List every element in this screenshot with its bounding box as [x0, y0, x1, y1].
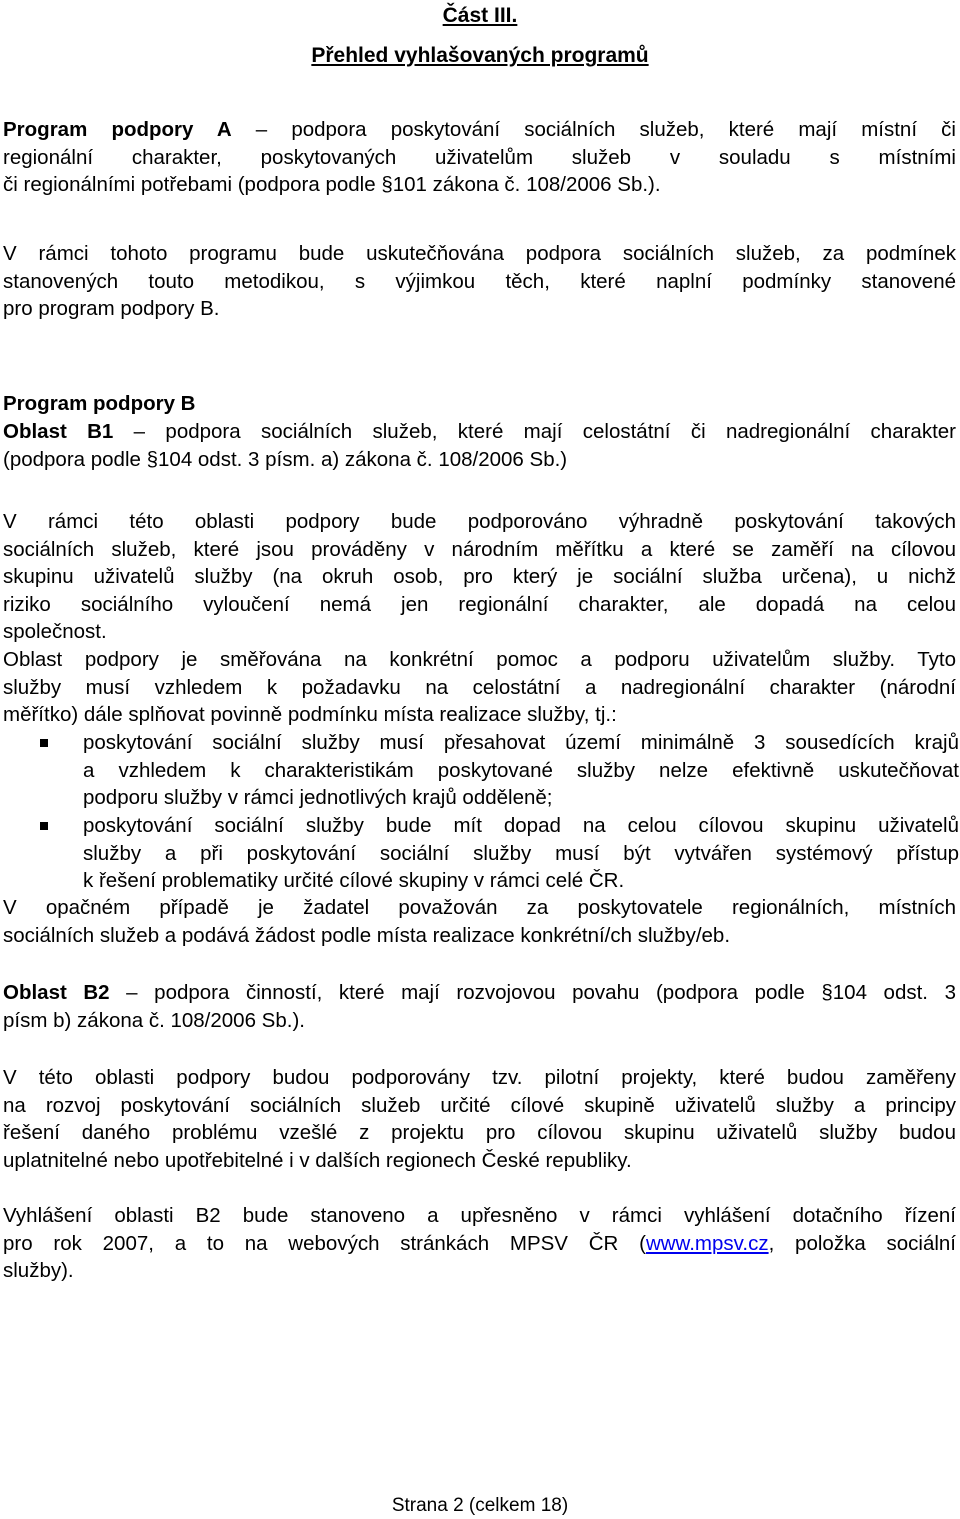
mpsv-link[interactable]: www.mpsv.cz — [645, 1231, 769, 1255]
b2-paragraph-2 — [3, 1202, 956, 1285]
b2-p2-line-2 — [3, 1230, 956, 1258]
b2-p1-line: na rozvoj poskytování sociálních služeb určité cílové skupině uživatelů služby a principy — [3, 1093, 956, 1117]
page-title: Přehled vyhlašovaných programů — [311, 44, 649, 67]
oblast-b2-rest: – podpora činností, které mají rozvojovou povahu (podpora podle §104 odst. 3 — [109, 981, 956, 1004]
oblast-b1-lead: Oblast B1 — [3, 420, 114, 443]
program-a-line-2: regionální charakter, poskytovaných uživatelům služeb v souladu s místními — [3, 145, 956, 169]
program-a-lead: Program podpory A — [3, 118, 232, 141]
b2-p2-line-1: Vyhlášení oblasti B2 bude stanoveno a upřesněno v rámci vyhlášení dotačního řízení — [3, 1204, 956, 1227]
b1-p1-line: společnost. — [3, 620, 107, 644]
b1-p1-line: skupinu uživatelů služby (na okruh osob, pro který je sociální služba určena), u nichž — [3, 565, 956, 589]
list-item-line: podporu služby v rámci jednotlivých krajů odděleně; — [83, 786, 553, 810]
b1-p2-line: měřítko) dále splňovat povinně podmínku místa realizace služby, tj.: — [3, 703, 617, 727]
list-item-line: poskytování sociální služby bude mít dopad na celou cílovou skupinu uživatelů — [83, 814, 959, 837]
b2-p1-line: uplatnitelné nebo upotřebitelné i v dalších regionech České republiky. — [3, 1148, 632, 1172]
oblast-b2-line-2: písm b) zákona č. 108/2006 Sb.). — [3, 1008, 305, 1032]
oblast-b2-heading — [3, 979, 956, 1034]
b1-p1-line: V rámci této oblasti podpory bude podporováno výhradně poskytování takových — [3, 510, 956, 533]
list-item — [83, 812, 959, 895]
oblast-b1-line-2: (podpora podle §104 odst. 3 písm. a) zákona č. 108/2006 Sb.) — [3, 447, 568, 471]
list-item — [83, 729, 959, 812]
program-a-para-line-3: pro program podpory B. — [3, 297, 220, 321]
dash: – — [231, 118, 292, 141]
b1-p2-line: Oblast podpory je směřována na konkrétní pomoc a podporu uživatelům služby. Tyto — [3, 648, 956, 671]
b2-paragraph-1 — [3, 1064, 956, 1174]
b2-p2-line-2-post: , položka sociální — [768, 1231, 956, 1255]
b1-p2-line: služby musí vzhledem k požadavku na celostátní a nadregionální charakter (národní — [3, 675, 956, 699]
oblast-b1-heading — [3, 418, 956, 473]
b1-p3-line: V opačném případě je žadatel považován za poskytovatele regionálních, místních — [3, 896, 956, 919]
oblast-b1-line-1 — [3, 418, 956, 446]
program-a-para-line-2: stanovených touto metodikou, s výjimkou těch, které naplní podmínky stanovené — [3, 269, 956, 293]
b1-paragraph-3 — [3, 894, 956, 949]
square-bullet-icon — [40, 822, 48, 830]
program-a-para-line-1: V rámci tohoto programu bude uskutečňována podpora sociálních služeb, za podmínek — [3, 242, 956, 265]
b1-p3-line: sociálních služeb a podává žádost podle místa realizace konkrétní/ch služby/eb. — [3, 923, 731, 947]
page-footer: Strana 2 (celkem 18) — [391, 1495, 569, 1516]
program-a-paragraph — [3, 240, 956, 323]
b2-p2-line-2-pre: pro rok 2007, a to na webových stránkách MPSV ČR ( — [3, 1231, 646, 1255]
program-a-line-3: či regionálními potřebami (podpora podle §101 zákona č. 108/2006 Sb.). — [3, 173, 661, 197]
list-item-line: k řešení problematiky určité cílové skupiny v rámci celé ČR. — [83, 869, 625, 893]
program-a-line-1 — [3, 116, 956, 144]
oblast-b1-rest: – podpora sociálních služeb, které mají celostátní či nadregionální charakter — [113, 420, 956, 443]
b1-paragraph-1 — [3, 508, 956, 646]
square-bullet-icon — [40, 739, 48, 747]
b2-p2-line-3: služby). — [3, 1259, 74, 1283]
program-a-section — [3, 116, 956, 199]
list-item-line: služby a při poskytování sociální služby musí být vytvářen systémový přístup — [83, 841, 959, 865]
list-item-line: poskytování sociální služby musí přesahovat území minimálně 3 sousedících krajů — [83, 731, 959, 754]
part-heading: Část III. — [442, 4, 518, 27]
program-a-line-1-text: podpora poskytování sociálních služeb, které mají místní či — [291, 118, 956, 141]
program-b-heading: Program podpory B — [3, 392, 196, 415]
b2-p1-line: řešení daného problému vzešlé z projektu pro cílovou skupinu uživatelů služby budou — [3, 1121, 956, 1145]
b1-paragraph-2 — [3, 646, 956, 729]
oblast-b2-line-1 — [3, 979, 956, 1007]
list-item-line: a vzhledem k charakteristikám poskytované služby nelze efektivně uskutečňovat — [83, 758, 959, 782]
b1-p1-line: sociálních služeb, které jsou prováděny v národním měřítku a které se zaměří na cílovou — [3, 537, 956, 561]
oblast-b2-lead: Oblast B2 — [3, 981, 110, 1004]
b2-p1-line: V této oblasti podpory budou podporovány tzv. pilotní projekty, které budou zaměřeny — [3, 1066, 956, 1089]
b1-p1-line: riziko sociálního vyloučení nemá jen regionální charakter, ale dopadá na celou — [3, 592, 956, 616]
